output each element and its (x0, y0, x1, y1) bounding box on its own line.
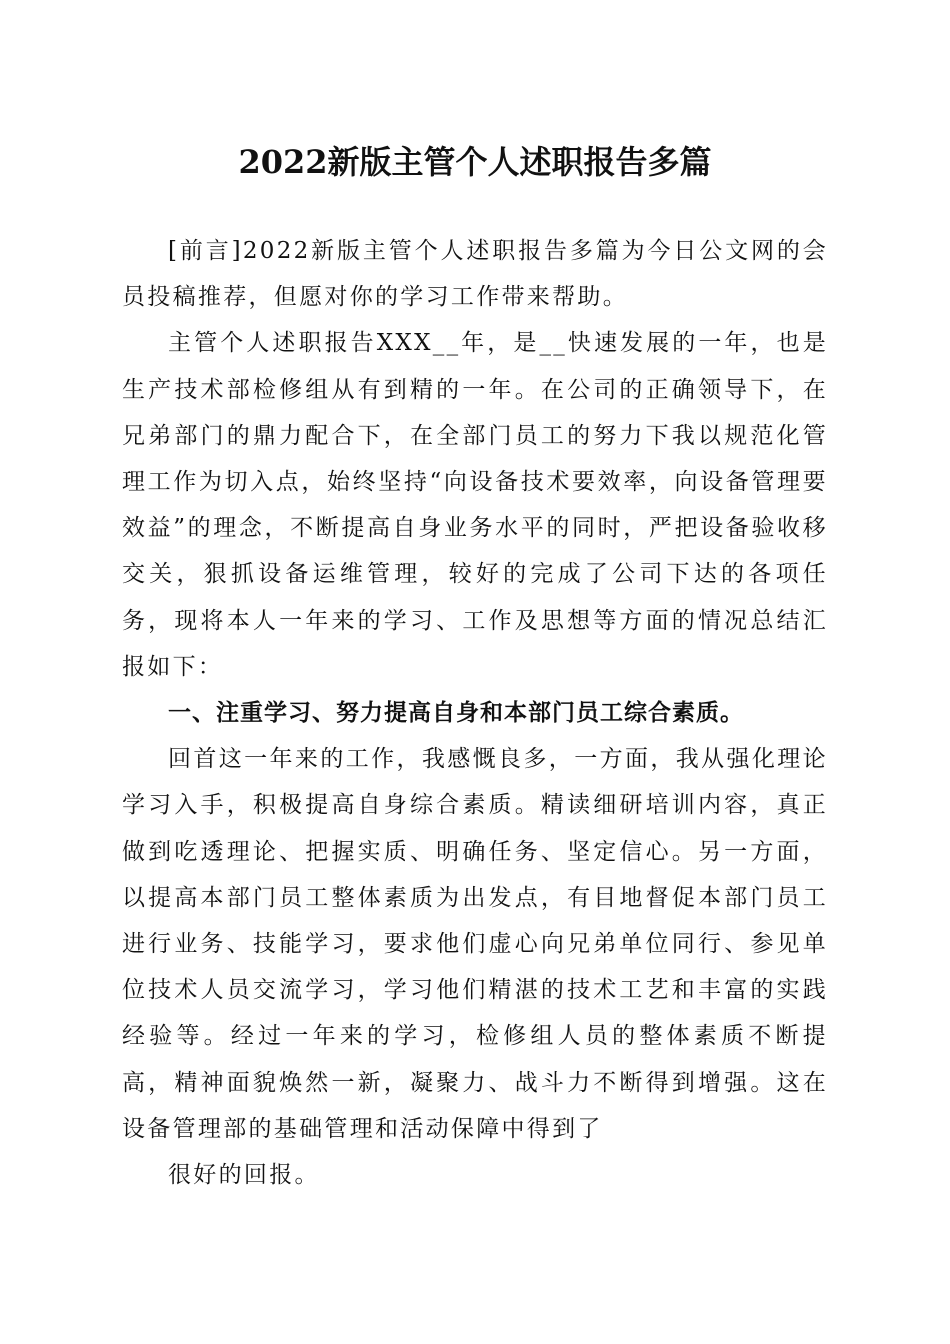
document-title: 2022新版主管个人述职报告多篇 (238, 143, 712, 181)
intro-paragraph: 主管个人述职报告XXX__年，是__快速发展的一年，也是生产技术部检修组从有到精的一年。在公司的正确领导下，在兄弟部门的鼎力配合下，在全部门员工的努力下我以规范化管理工作为切入点，始终坚持“向设备技术要效率，向设备管理要效益”的理念，不断提高自身业务水平的同时，严把设备验收移交关，狠抓设备运维管理，较好的完成了公司下达的各项任务，现将本人一年来的学习、工作及思想等方面的情况总结汇报如下： (122, 330, 828, 680)
closing-paragraph: 很好的回报。 (168, 1162, 320, 1189)
document-body (122, 228, 828, 1198)
preface-paragraph: [前言]2022新版主管个人述职报告多篇为今日公文网的会员投稿推荐，但愿对你的学习工作带来帮助。 (122, 238, 828, 311)
section-paragraph: 回首这一年来的工作，我感慨良多，一方面，我从强化理论学习入手，积极提高自身综合素质。精读细研培训内容，真正做到吃透理论、把握实质、明确任务、坚定信心。另一方面，以提高本部门员工整体素质为出发点，有目地督促本部门员工进行业务、技能学习，要求他们虚心向兄弟单位同行、参见单位技术人员交流学习，学习他们精湛的技术工艺和丰富的实践经验等。经过一年来的学习，检修组人员的整体素质不断提高，精神面貌焕然一新，凝聚力、战斗力不断得到增强。这在设备管理部的基础管理和活动保障中得到了 (122, 746, 828, 1142)
section-heading: 一、注重学习、努力提高自身和本部门员工综合素质。 (168, 700, 744, 727)
